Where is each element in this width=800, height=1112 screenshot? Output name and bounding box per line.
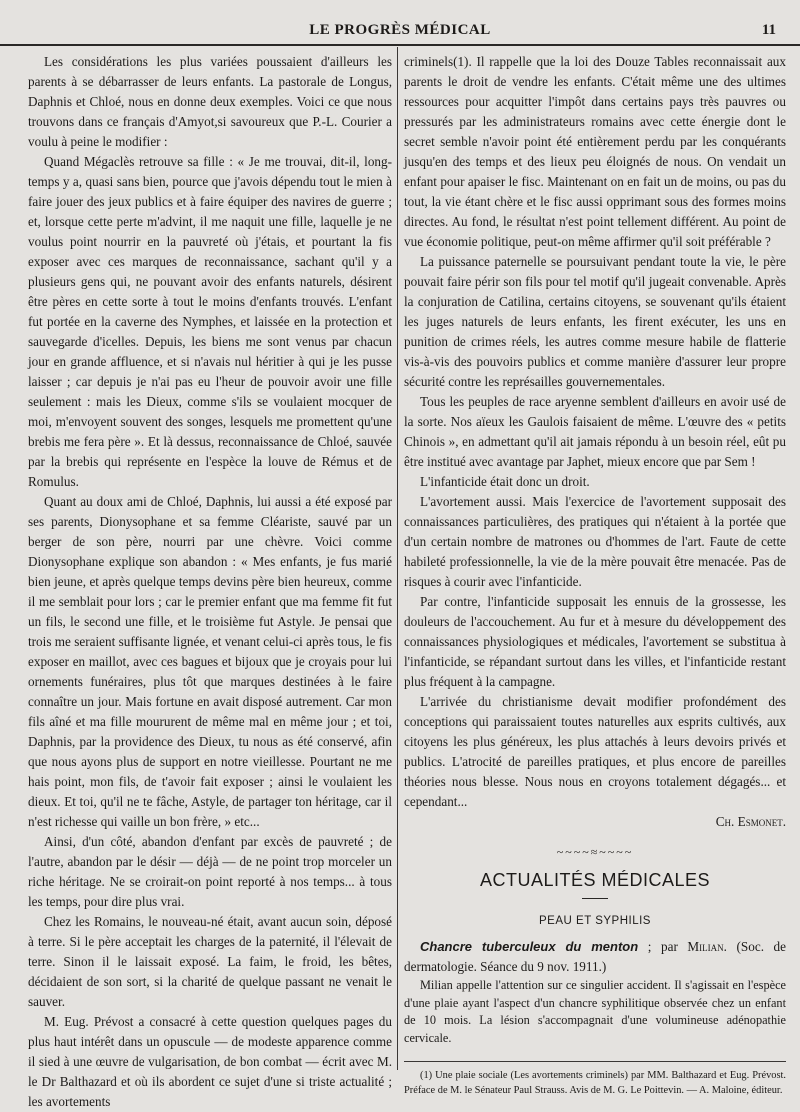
paragraph: M. Eug. Prévost a consacré à cette question quelques pages du plus haut intérêt dans un opuscule — de modeste apparence comme il sied à une œuvre de vulgarisation, de bon combat — écrit avec M. le Dr Balthazard et où ils abordent ce sujet d'une si triste actualité ; les avortements [28, 1014, 392, 1109]
paragraph: La puissance paternelle se poursuivant pendant toute la vie, le père pouvait faire périr son fils pour tel motif qu'il jugeait convenable. Après la conjuration de Catilina, certains citoyens, se souvenant qu'ils étaient les juges naturels de leurs enfants, les firent exécuter, les uns en punition de crimes réels, les autres comme mesure habile de flatterie vis-à-vis des pouvoirs publics et comme manière d'assurer leur propre sécurité contre les représailles gouvernementales. [404, 254, 786, 389]
column-divider [397, 47, 398, 1070]
article-source: (Soc. de dermatologie. Séance du 9 nov. 1911.) [404, 939, 787, 974]
article-heading [404, 937, 786, 977]
article-author: Milian. [687, 939, 727, 954]
paragraph: Par contre, l'infanticide supposait les ennuis de la grossesse, les douleurs de l'accouchement. Au fur et à mesure du développement des connaissances physiologiques et médicales, l'avortement se substitua à l'infanticide, se répandant surtout dans les villes, et l'infanticide restant plus fréquent à la campagne. [404, 594, 786, 689]
paragraph: Quant au doux ami de Chloé, Daphnis, lui aussi a été exposé par ses parents, Dionysophane et sa femme Cléariste, sauvé par un berger de son père, nourri par une chèvre. Voici comme Dionysophane explique son abandon : « Mes enfants, je fus marié bien jeune, et après quelque temps devins père bien heureux, comme il me semblait pour lors ; car le premier enfant que ma femme fit fut un fils, le second une fille, et le troisième fut Astyle. Je pensai que trois me seraient suffisante lignée, et venant celui-ci après tous, le fis exposer en maillot, avec ces bagues et bijoux que je croyais pour lui ornements funéraires, plus tôt que marques destinées à le faire connaître un jour. Mais fortune en avait disposé autrement. Car mon fils aîné et ma fille moururent de même mal en même jour ; et toi, Daphnis, par la providence des Dieux, tu nous as été conservé, afin que nous ayons plus de support en notre vieillesse. Pourtant ne me hais point, mon fils, de t'avoir fait exposer ; ainsi le voulaient les dieux. Et toi, qu'il ne te fâche, Astyle, de partager ton héritage, car il n'est richesse qui vaille un bon frère, » etc... [28, 494, 392, 829]
section-ornament: ~~~~≈~~~~ [556, 845, 634, 859]
left-column [28, 52, 392, 1112]
paragraph: L'infanticide était donc un droit. [420, 474, 590, 489]
author-signature: Ch. Esmonet. [715, 814, 786, 829]
paragraph: Ainsi, d'un côté, abandon d'enfant par excès de pauvreté ; de l'autre, abandon par le désir — déjà — de ne point trop morceler un riche héritage. Ne se croirait-on point reporté à nos temps... à tous les temps, pour dire plus vrai. [28, 834, 392, 909]
page-number: 11 [761, 22, 776, 38]
section-title: ACTUALITÉS MÉDICALES [479, 870, 711, 890]
section-rule [582, 898, 608, 899]
article-body: Milian appelle l'attention sur ce singulier accident. Il s'agissait en l'espèce d'une plaie ayant l'aspect d'un chancre syphilitique observée chez un enfant de 10 mois. La lésion s'accompagnait d'une volumineuse adénopathie cervicale. [404, 978, 786, 1045]
subsection-title: PEAU ET SYPHILIS [539, 915, 651, 927]
paragraph: Les considérations les plus variées poussaient d'ailleurs les parents à se débarrasser de leurs enfants. La pastorale de Longus, Daphnis et Chloé, nous en donne deux exemples. Voici ce que nous trouvons dans ce français d'Amyot,si savoureux que P.-L. Courier a voulu à peine le modifier : [28, 54, 392, 149]
paragraph: Quand Mégaclès retrouve sa fille : « Je me trouvai, dit-il, long-temps y a, quasi sans bien, pource que j'avois dépendu tout le mien à faire jouer des jeux publics et à faire équiper des navires de guerre ; et, lorsque cette perte m'advint, il me naquit une fille, laquelle je ne voulus point nourrir en la pauvreté où j'étais, et pourtant la fis exposer avec ces marques de reconnaissance, sachant qu'il y a plusieurs gens qui, ne pouvant avoir des enfants naturels, désirent être pères en cette sorte à tout le moins d'enfants trouvés. L'enfant fut portée en la caverne des Nymphes, et laissée en la protection et sauvegarde d'icelles. Depuis, les biens me sont venus par chacun jour en grande affluence, et si n'avais nul héritier à qui je les pusse laisser ; car depuis je n'ai pas eu l'heur de pouvoir avoir une fille seulement : mais les Dieux, comme s'ils se voulaient mocquer de moi, m'envoyent souvent des songes, lesquels me promettent qu'une brebis me fera père ». Et là dessus, reconnaissance de Chloé, sauvée par la brebis qui représente en l'espèce la louve de Rémus et de Romulus. [28, 154, 392, 489]
header-rule [0, 44, 800, 46]
article-title: Chancre tuberculeux du menton [420, 939, 639, 954]
journal-title: LE PROGRÈS MÉDICAL [309, 22, 491, 38]
paragraph: L'avortement aussi. Mais l'exercice de l'avortement supposait des connaissances particulières, des pratiques qui n'étaient à la portée que d'un certain nombre de matrones ou d'hommes de l'art. Faute de cette habileté professionnelle, la vie de la mère pouvait être menacée. Pas de risques à courir avec l'infanticide. [404, 494, 786, 589]
article-author-prefix: ; par [647, 939, 678, 954]
closing-paragraph: L'arrivée du christianisme devait modifier profondément des conceptions qui paraissaient toutes naturelles aux esprits cultivés, aux citoyens les plus généreux, les plus attachés à leurs devoirs privés et publics. L'atrocité de pareilles pratiques, et plus encore de pareilles théories nous blesse. Nous nous en croyons totalement dégagés... et cependant... [404, 694, 786, 809]
paragraph: Chez les Romains, le nouveau-né était, avant aucun soin, déposé à terre. Si le père acceptait les charges de la paternité, il l'élevait de terre. Sinon il le laissait exposé. La faim, le froid, les bêtes, décidaient de son sort, si la charité de quelque passant ne venait le sauver. [28, 914, 392, 1009]
right-column [404, 52, 786, 1098]
footnote: (1) Une plaie sociale (Les avortements criminels) par MM. Balthazard et Eug. Prévost. Préface de M. le Sénateur Paul Strauss. Avis de M. G. Le Poittevin. — A. Maloine, éditeur. [404, 1070, 786, 1096]
continuation-paragraph: criminels(1). Il rappelle que la loi des Douze Tables reconnaissait aux parents le droit de vendre les enfants. C'était même une des ultimes ressources pour acquitter l'impôt dans certains pays très pauvres ou pressurés par les administrateurs romains avec cette énergie dont le secret semble n'avoir point été entièrement perdu par les conquérants jusqu'en des temps et des lieux peu éloignés de nous. On vendait un enfant pour apaiser le fisc. Maintenant on en fait un de moins, ou pas du tout, la vie étant chère et le fisc aussi opprimant sous des formes moins directes. Au fond, le résultat n'est point tellement différent. Au point de vue économie politique, peut-on même affirmer qu'il soit préférable ? [404, 54, 786, 249]
running-head [0, 0, 800, 44]
paragraph: Tous les peuples de race aryenne semblent d'ailleurs en avoir usé de la sorte. Nos aïeux les Gaulois faisaient de même. L'œuvre des « petits Chinois », en admettant qu'il ait jamais répondu à un besoin réel, eût pu être institué avec avantage par Japhet, mieux encore que par Sem ! [404, 394, 786, 469]
footnote-rule [404, 1061, 786, 1062]
